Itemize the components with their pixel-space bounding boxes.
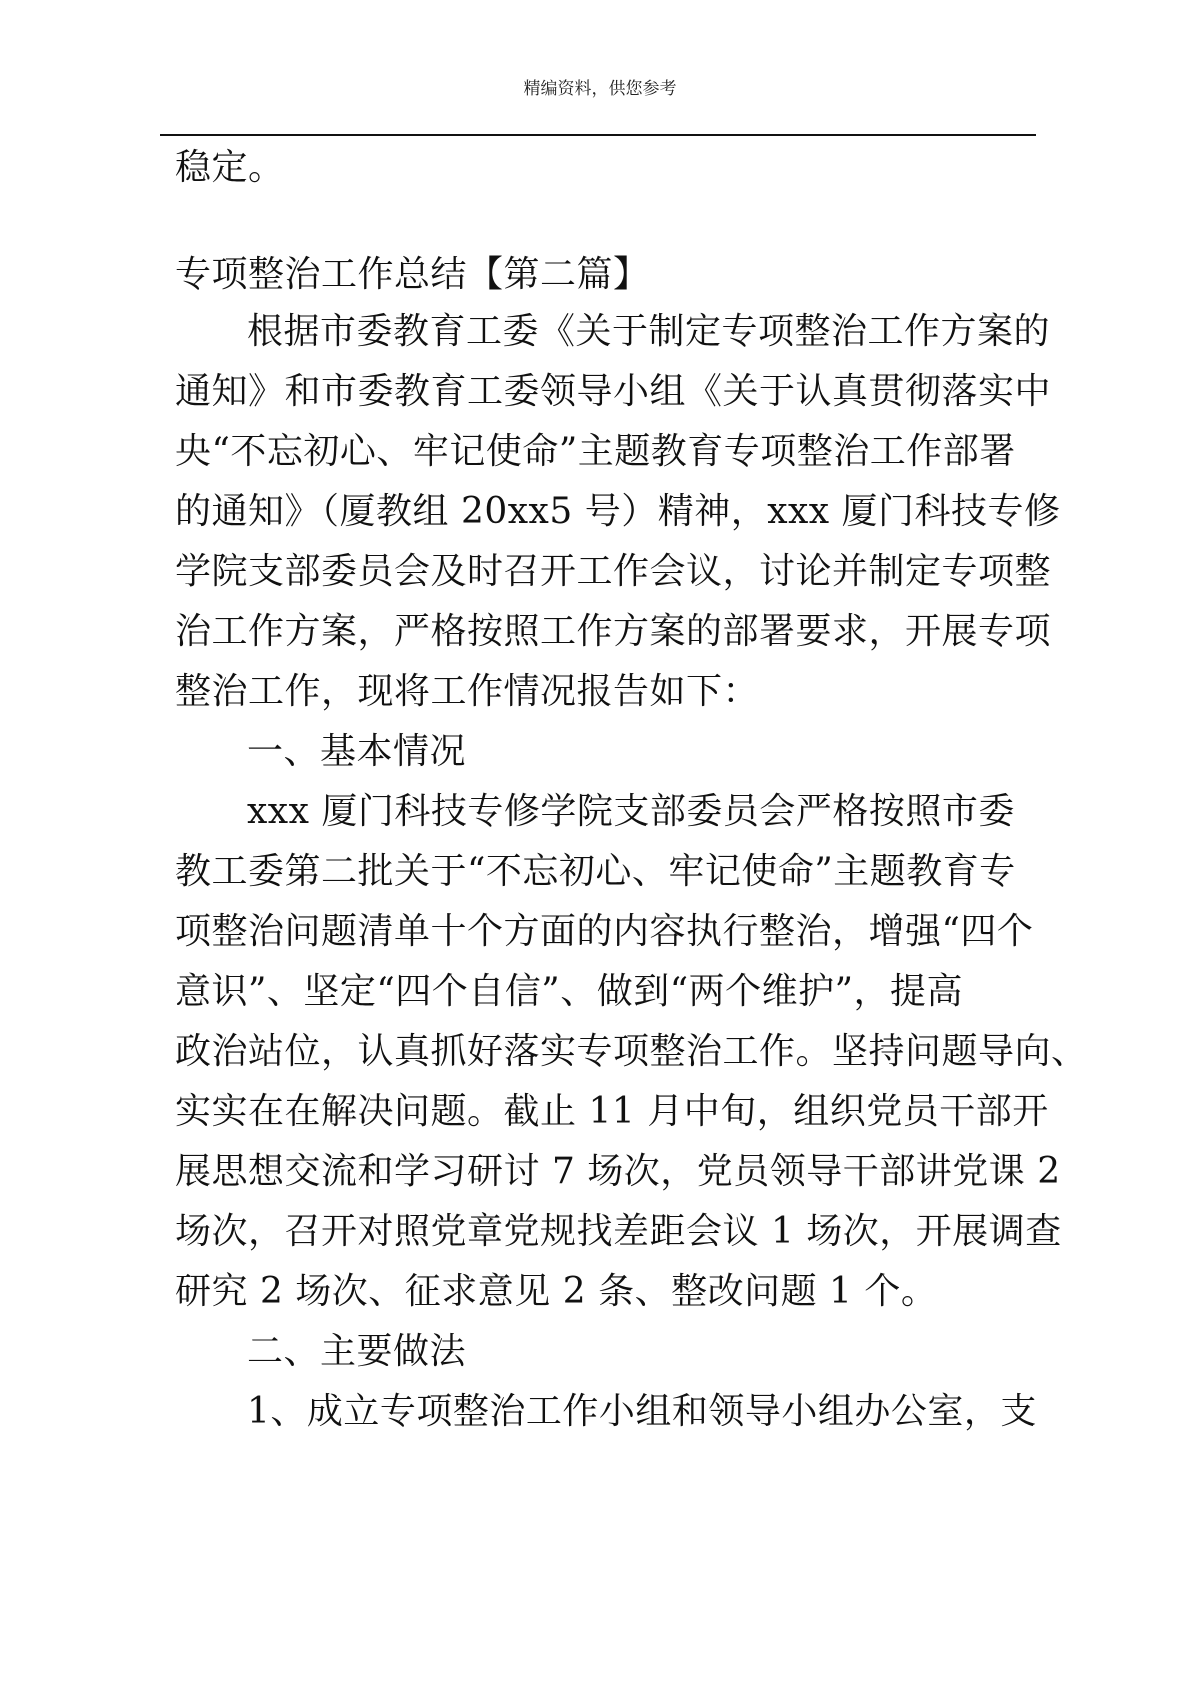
paragraph-line: 教工委第二批关于“不忘初心、牢记使命”主题教育专 [175,851,1016,892]
paragraph-line: 政治站位，认真抓好落实专项整治工作。坚持问题导向、 [175,1031,1088,1072]
section-title: 专项整治工作总结【第二篇】 [175,254,650,295]
paragraph-line: 研究 2 场次、征求意见 2 条、整改问题 1 个。 [175,1271,938,1312]
page-header: 精编资料，供您参考 [523,79,677,99]
paragraph-line: 实实在在解决问题。截止 11 月中旬，组织党员干部开 [175,1091,1049,1132]
subsection-heading: 一、基本情况 [247,731,467,772]
paragraph-line: xxx 厦门科技专修学院支部委员会严格按照市委 [247,791,1015,832]
paragraph-line: 根据市委教育工委《关于制定专项整治工作方案的 [247,311,1051,352]
paragraph-line: 场次，召开对照党章党规找差距会议 1 场次，开展调查 [175,1211,1062,1252]
paragraph-line: 整治工作，现将工作情况报告如下： [175,671,760,712]
paragraph-line: 意识”、坚定“四个自信”、做到“两个维护”，提高 [175,971,964,1012]
text-line-continuation: 稳定。 [175,147,285,188]
paragraph-line: 央“不忘初心、牢记使命”主题教育专项整治工作部署 [175,431,1016,472]
paragraph-line: 学院支部委员会及时召开工作会议，讨论并制定专项整 [175,551,1052,592]
paragraph-line: 1、成立专项整治工作小组和领导小组办公室，支 [247,1391,1037,1432]
paragraph-line: 治工作方案，严格按照工作方案的部署要求，开展专项 [175,611,1052,652]
paragraph-line: 展思想交流和学习研讨 7 场次，党员领导干部讲党课 2 [175,1151,1061,1192]
paragraph-line: 通知》和市委教育工委领导小组《关于认真贯彻落实中 [175,371,1052,412]
paragraph-line: 的通知》（厦教组 20xx5 号）精神，xxx 厦门科技专修 [175,491,1061,532]
paragraph-line: 项整治问题清单十个方面的内容执行整治，增强“四个 [175,911,1034,952]
header-divider [160,134,1036,136]
subsection-heading: 二、主要做法 [247,1331,467,1372]
